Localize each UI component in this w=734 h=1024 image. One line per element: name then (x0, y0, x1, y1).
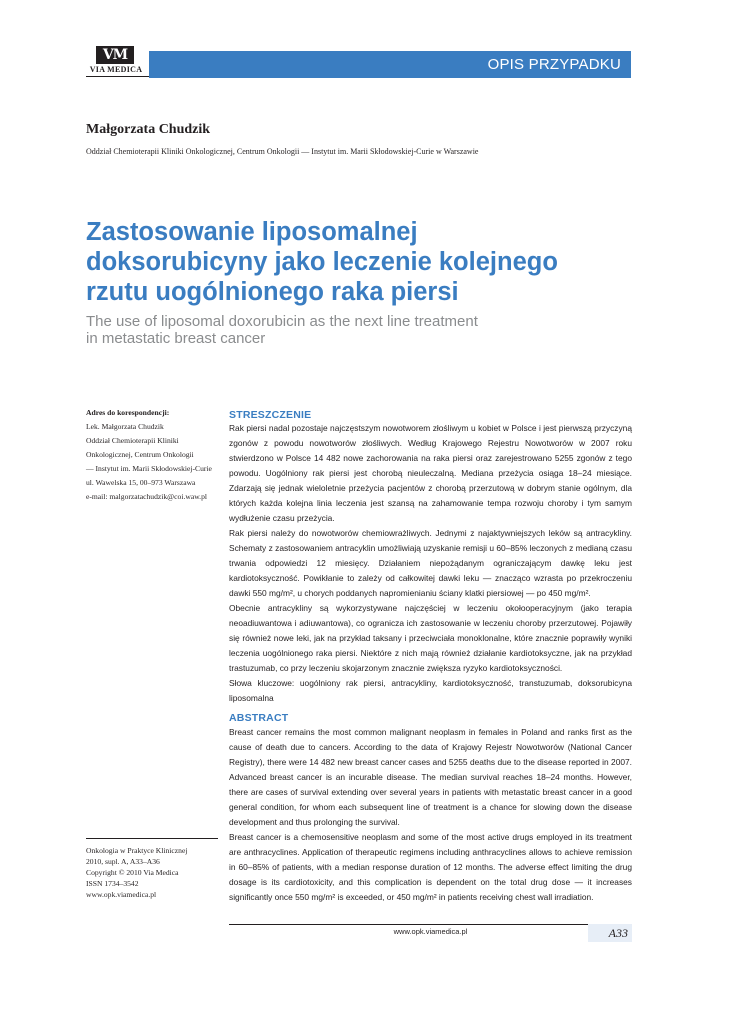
correspondence-line: Oddział Chemioterapii Kliniki (86, 436, 179, 445)
logo-text: VIA MEDICA (89, 65, 143, 74)
paragraph: Obecnie antracykliny są wykorzystywane najczęściej w leczeniu okołooperacyjnym (jako terapia neoadiuwantowa i adiuwantowa), co ogranicza ich zastosowanie w leczeniu choroby przerzutowej. Pojawiły się również nowe leki, jak na przykład taksany i przeciwciała monoklonalne, które znacznie poprawiły wyniki leczenia uogólnionego raka piersi. Niektóre z nich mają również działanie kardiotoksyczne, jak na przykład trastuzumab, co przy leczeniu skojarzonym znacznie zwiększa ryzyko kardiotoksyczności. (229, 603, 632, 673)
keywords (229, 676, 632, 706)
footer-rule (229, 924, 632, 925)
author-affiliation: Oddział Chemioterapii Kliniki Onkologicznej, Centrum Onkologii — Instytut im. Marii Skłodowskiej-Curie w Warszawie (86, 147, 479, 156)
section-banner (149, 51, 631, 78)
subtitle-line: in metastatic breast cancer (86, 330, 266, 347)
streszczenie-body (229, 421, 632, 706)
section-label: OPIS PRZYPADKU (487, 56, 621, 73)
article-title (86, 217, 646, 307)
title-line: Zastosowanie liposomalnej (86, 218, 418, 246)
paragraph: Rak piersi należy do nowotworów chemiowrażliwych. Jednymi z najaktywniejszych leków są antracykliny. Schematy z zastosowaniem antracyklin umożliwiają uzyskanie remisji u 60–85% leczonych z medianą czasu trwania odpowiedzi 12 miesięcy. Działaniem niepożądanym ograniczającym dawkę leku jest kardiotoksyczność. Powikłanie to zależy od całkowitej dawki leku — znacząco wzrasta po przekroczeniu dawki 550 mg/m², u chorych poddanych napromienianiu ściany klatki piersiowej — po 450 mg/m². (229, 528, 632, 598)
streszczenie-heading: STRESZCZENIE (229, 409, 312, 421)
title-line: rzutu uogólnionego raka piersi (86, 278, 459, 306)
abstract-heading: ABSTRACT (229, 712, 289, 724)
paragraph: Breast cancer remains the most common malignant neoplasm in females in Poland and ranks first as the cause of death due to cancers. According to the data of Krajowy Rejestr Nowotworów (National Cancer Registry), there were 14 482 new breast cancer cases and 5255 deaths due to the disease reported in 2007. Advanced breast cancer is an incurable disease. The median survival reaches 18–24 months. However, there are cases of survival extending over several years in patients with metastatic breast cancer in a good general condition, for whom each subsequent line of treatment is a chance for slowing down the disease development and thus prolonging the survival. (229, 727, 632, 827)
via-medica-logo (86, 46, 146, 76)
page-number-box (588, 924, 632, 942)
footer-url[interactable]: www.opk.viamedica.pl (393, 927, 468, 936)
paragraph: Rak piersi nadal pozostaje najczęstszym nowotworem złośliwym u kobiet w Polsce i jest pierwszą przyczyną zgonów z powodu nowotworów złośliwych. Według Krajowego Rejestru Nowotworów w 2007 roku stwierdzono w Polsce 14 482 nowe zachorowania na raka piersi oraz zarejestrowano 5255 zgonów z tego powodu. Uogólniony rak piersi jest chorobą nieuleczalną. Mediana przeżycia osiąga 18–24 miesiące. Zdarzają się jednak wieloletnie przeżycia pacjentów z chorobą przerzutową w dobrym stanie ogólnym, dla których każda kolejna linia leczenia jest szansą na zahamowanie tempa rozwoju choroby i tym samym wydłużenie czasu przeżycia. (229, 423, 632, 523)
correspondence-line: — Instytut im. Marii Skłodowskiej-Curie (86, 464, 212, 473)
correspondence-line: Onkologicznej, Centrum Onkologii (86, 450, 194, 459)
correspondence-block (86, 406, 218, 504)
correspondence-line: ul. Wawelska 15, 00–973 Warszawa (86, 478, 196, 487)
journal-info (86, 845, 226, 900)
correspondence-line: Lek. Małgorzata Chudzik (86, 422, 164, 431)
journal-line: Copyright © 2010 Via Medica (86, 868, 179, 877)
subtitle-line: The use of liposomal doxorubicin as the next line treatment (86, 313, 478, 330)
journal-line: Onkologia w Praktyce Klinicznej (86, 846, 188, 855)
correspondence-email[interactable]: e-mail: malgorzatachudzik@coi.waw.pl (86, 492, 207, 501)
keywords-label: Słowa kluczowe: (229, 678, 295, 688)
title-line: doksorubicyny jako leczenie kolejnego (86, 248, 558, 276)
page-number: A33 (608, 926, 628, 940)
logo-mark: VM (96, 46, 134, 64)
author-name: Małgorzata Chudzik (86, 122, 211, 137)
journal-rule (86, 838, 218, 839)
correspondence-heading: Adres do korespondencji: (86, 408, 170, 417)
paragraph: Breast cancer is a chemosensitive neoplasm and some of the most active drugs employed in its treatment are anthracyclines. Application of therapeutic regimens including anthracyclines allows to achieve remission in 60–85% of patients, with a median response duration of 12 months. The adverse effect limiting the drug dosage is its cardiotoxicity, and this complication is dependent on the total drug dose — it increases significantly once 550 mg/m² is exceeded, or 450 mg/m² in patients receiving chest wall irradiation. (229, 832, 632, 902)
abstract-body (229, 725, 632, 905)
article-subtitle (86, 313, 646, 347)
journal-line: ISSN 1734–3542 (86, 879, 139, 888)
journal-url[interactable]: www.opk.viamedica.pl (86, 890, 157, 899)
header-rule (86, 76, 149, 77)
journal-line: 2010, supl. A, A33–A36 (86, 857, 160, 866)
keywords-text: uogólniony rak piersi, antracykliny, kardiotoksyczność, transtuzumab, doksorubicyna liposomalna (229, 678, 632, 703)
